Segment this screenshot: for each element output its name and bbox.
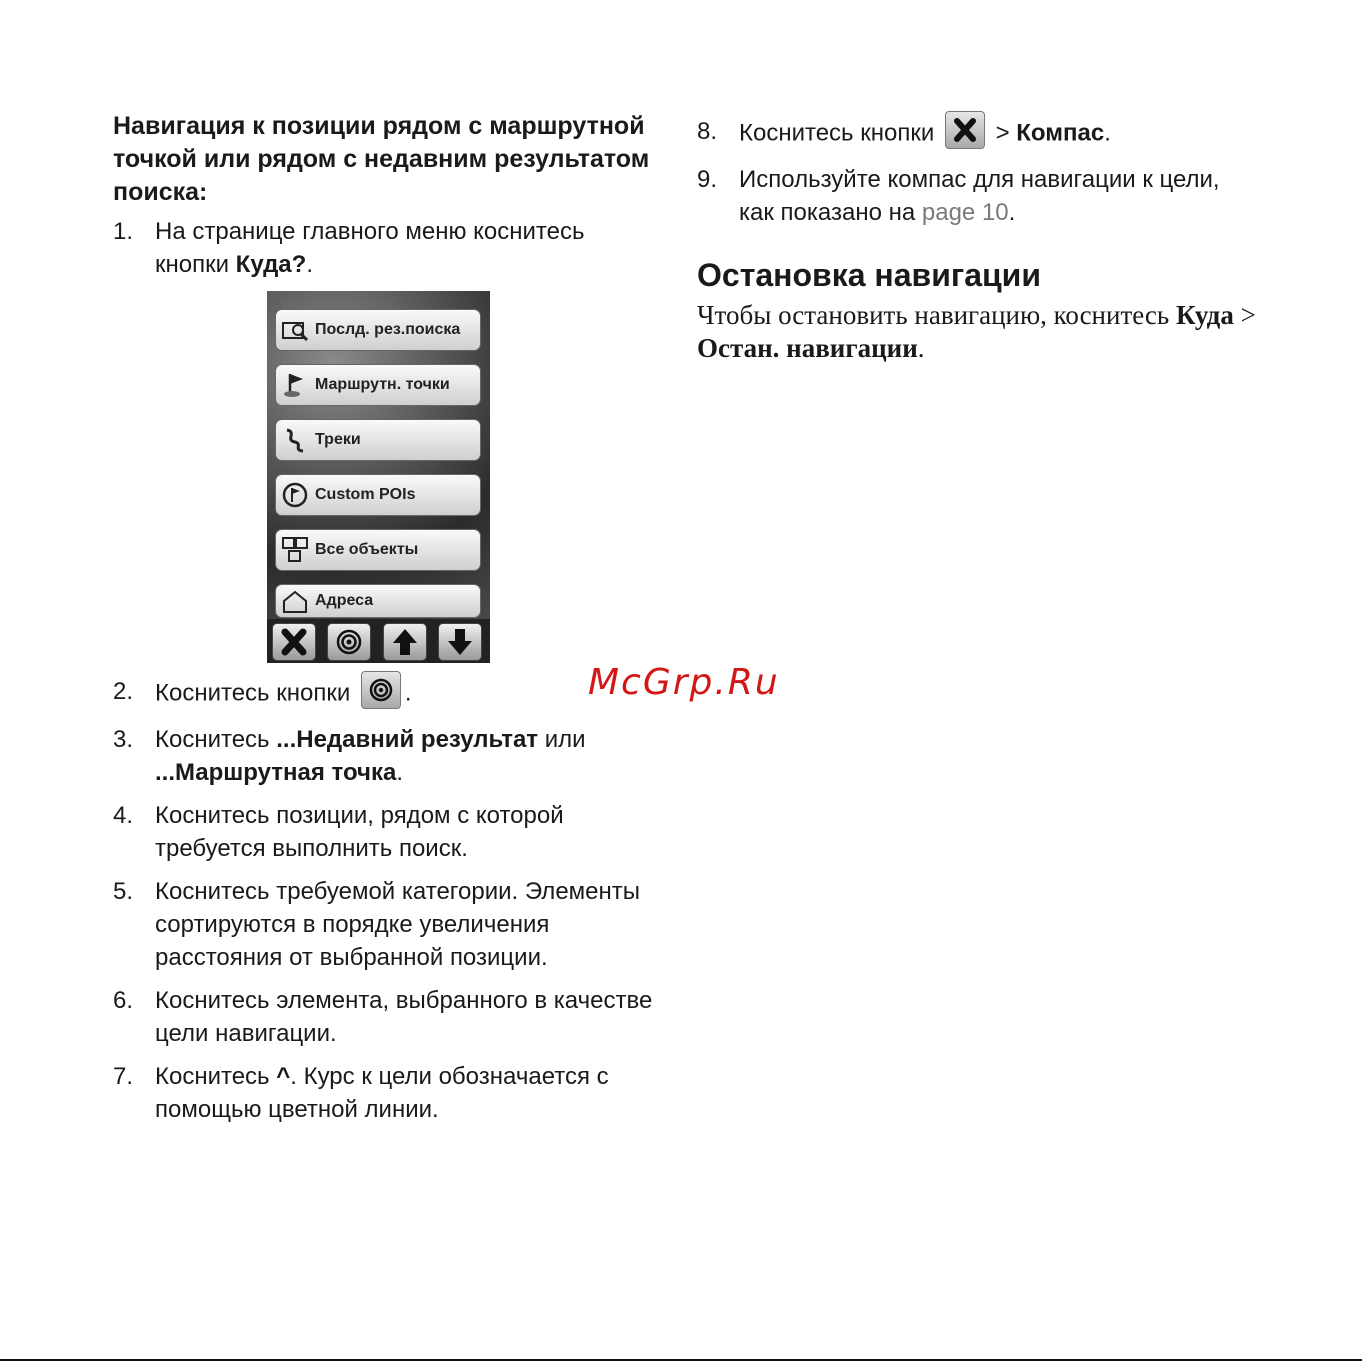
step-7: 7. Коснитесь ^. Курс к цели обозначается с помощью цветной линии. bbox=[113, 1063, 609, 1123]
menu-item-tracks[interactable]: Треки bbox=[275, 419, 481, 461]
bottom-rule bbox=[0, 1359, 1362, 1361]
step-8: 8. Коснитесь кнопки > Компас. bbox=[697, 115, 1257, 153]
all-objects-icon bbox=[280, 535, 310, 565]
page-link[interactable]: page 10 bbox=[921, 199, 1009, 226]
device-toolbar bbox=[267, 619, 490, 663]
step-9: 9. Используйте компас для навигации к цели, как показано на page 10. bbox=[697, 166, 1220, 226]
step-3: 3. Коснитесь ...Недавний результат или ...Маршрутная точка. bbox=[113, 726, 586, 786]
scroll-up-button[interactable] bbox=[383, 623, 427, 661]
custom-poi-icon bbox=[280, 480, 310, 510]
section-heading: Навигация к позиции рядом с маршрутной точкой или рядом с недавним результатом поиска: bbox=[113, 112, 650, 206]
device-screenshot bbox=[267, 291, 490, 663]
target-icon bbox=[362, 672, 400, 708]
target-icon bbox=[328, 624, 370, 660]
step-6: 6. Коснитесь элемента, выбранного в качестве цели навигации. bbox=[113, 987, 653, 1047]
close-icon bbox=[946, 112, 984, 148]
target-button[interactable] bbox=[327, 623, 371, 661]
watermark: McGrp.Ru bbox=[588, 662, 780, 703]
right-column bbox=[697, 115, 1257, 365]
step-4: 4. Коснитесь позиции, рядом с которой требуется выполнить поиск. bbox=[113, 802, 564, 862]
stop-navigation-title: Остановка навигации bbox=[697, 257, 1042, 293]
stop-navigation-text: Чтобы остановить навигацию, коснитесь Куда > Остан. навигации. bbox=[697, 300, 1256, 363]
menu-item-waypoints[interactable]: Маршрутн. точки bbox=[275, 364, 481, 406]
step-2: 2. Коснитесь кнопки . bbox=[113, 675, 658, 713]
target-button-inline bbox=[361, 671, 401, 709]
close-icon bbox=[273, 624, 315, 660]
left-column bbox=[113, 110, 658, 1136]
address-icon bbox=[280, 586, 310, 616]
menu-item-custom-pois[interactable]: Custom POIs bbox=[275, 474, 481, 516]
step-5: 5. Коснитесь требуемой категории. Элементы сортируются в порядке увеличения расстояния от выбранной позиции. bbox=[113, 878, 641, 971]
track-icon bbox=[280, 425, 310, 455]
scroll-down-button[interactable] bbox=[438, 623, 482, 661]
arrow-down-icon bbox=[439, 624, 481, 660]
folder-search-icon bbox=[280, 315, 310, 345]
arrow-up-icon bbox=[384, 624, 426, 660]
step-1: 1. На странице главного меню коснитесь кнопки Куда?. bbox=[113, 218, 585, 278]
flag-icon bbox=[280, 370, 310, 400]
close-button[interactable] bbox=[272, 623, 316, 661]
menu-item-recent-results[interactable]: Послд. рез.поиска bbox=[275, 309, 481, 351]
close-button-inline bbox=[945, 111, 985, 149]
menu-item-addresses[interactable]: Адреса bbox=[275, 584, 481, 618]
menu-item-all-objects[interactable]: Все объекты bbox=[275, 529, 481, 571]
